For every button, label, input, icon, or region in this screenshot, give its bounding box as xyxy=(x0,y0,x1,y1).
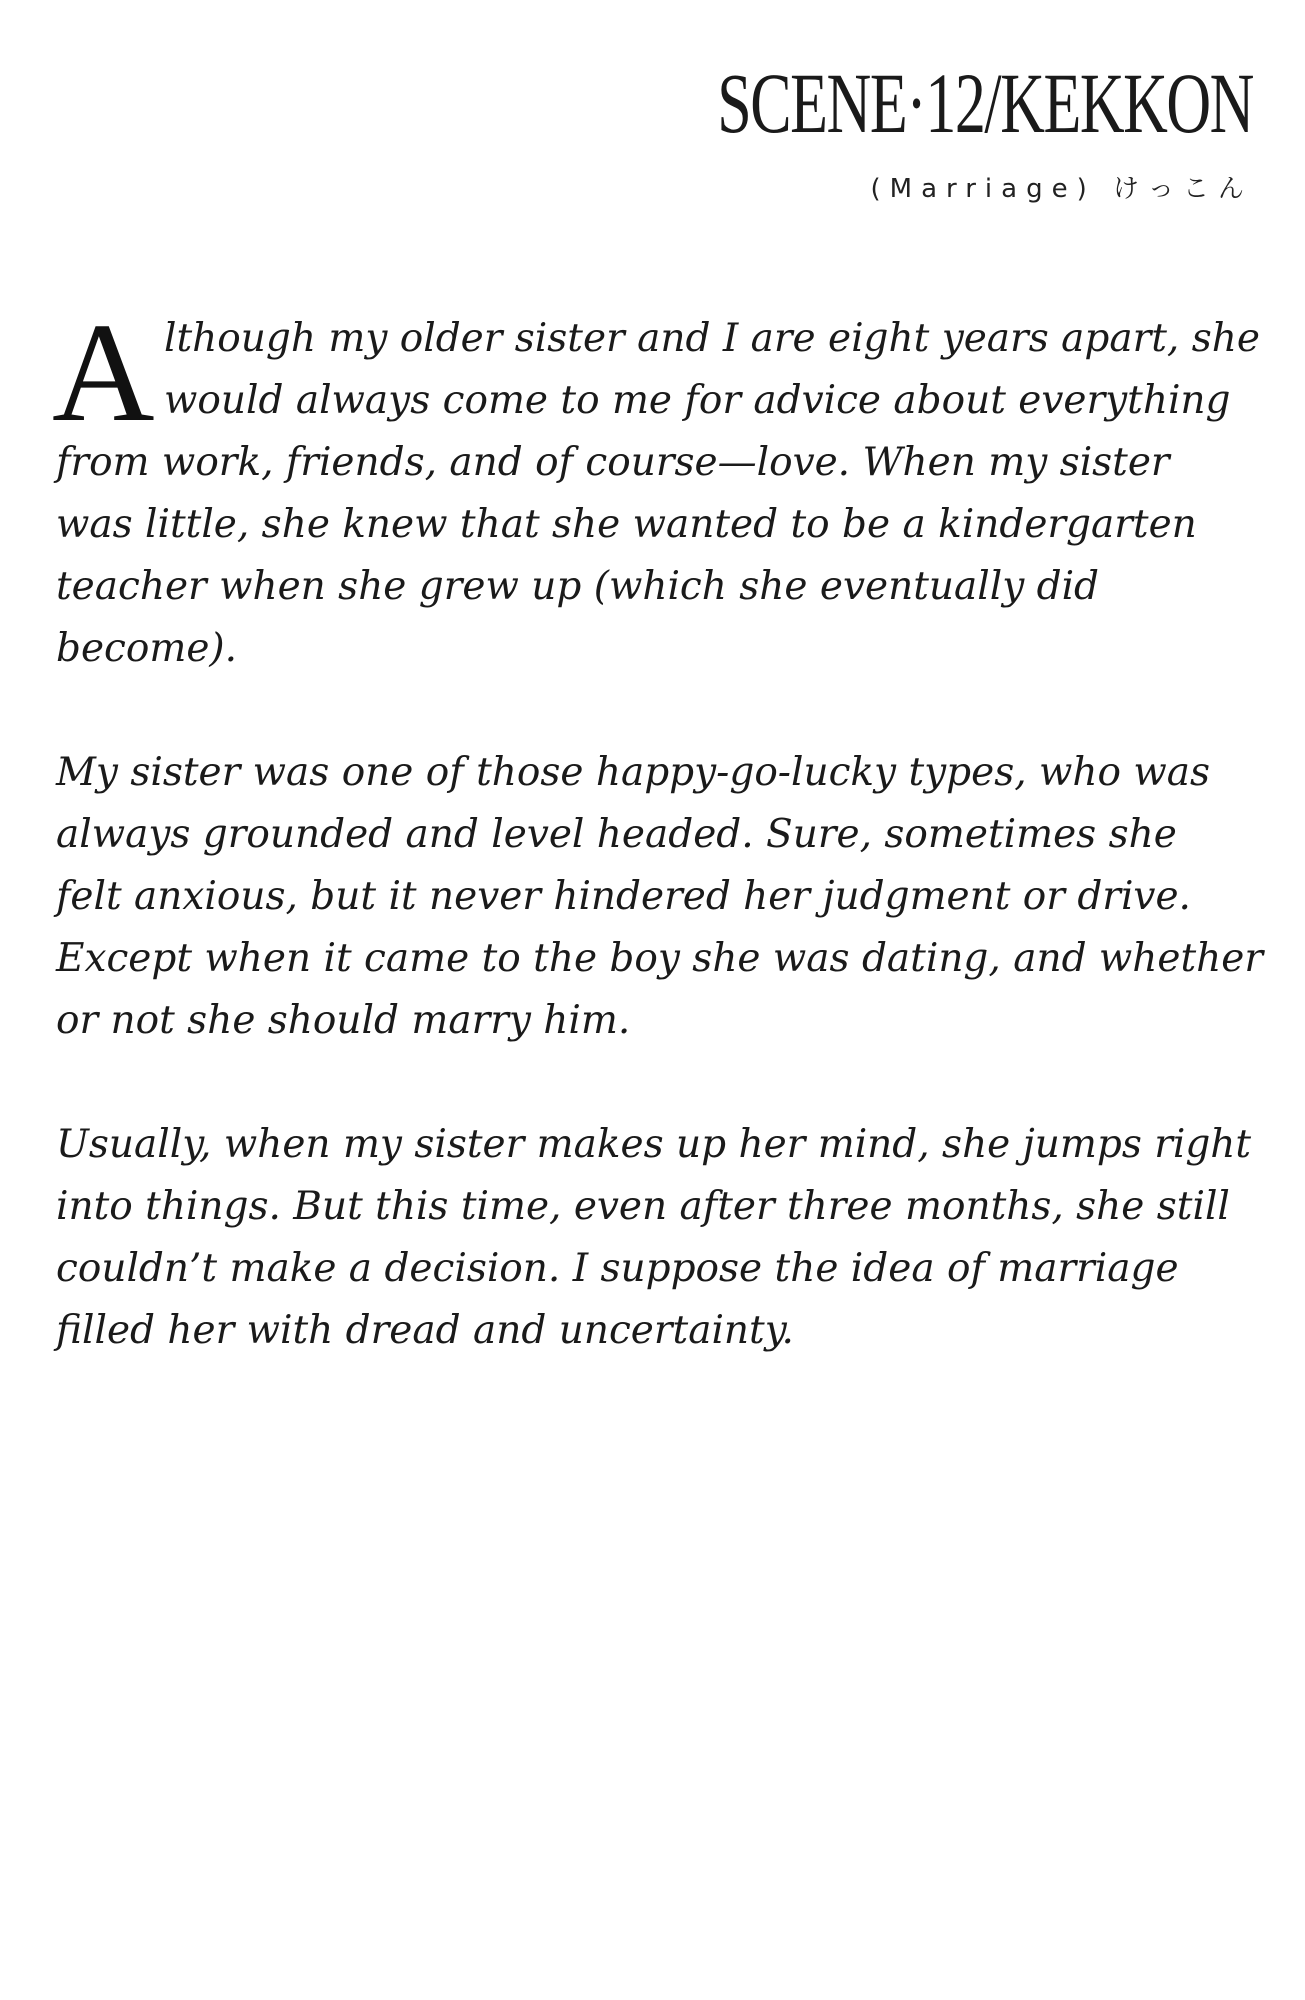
text-line: couldn’t make a decision. I suppose the idea of marriage xyxy=(56,1246,1179,1291)
paragraph-3 xyxy=(56,1114,1256,1362)
drop-cap-letter: A xyxy=(52,293,155,451)
scene-title: SCENE·12/KEKKON xyxy=(717,55,1253,151)
text-line: Except when it came to the boy she was dating, and whether xyxy=(56,936,1264,981)
text-line: become). xyxy=(56,626,238,671)
scene-header xyxy=(509,55,1253,205)
text-line: into things. But this time, even after three months, she still xyxy=(56,1184,1230,1229)
scene-subtitle: (Marriage) けっこん xyxy=(870,174,1253,204)
paragraph-1 xyxy=(52,293,1260,680)
text-line: lthough my older sister and I are eight years apart, she xyxy=(164,316,1260,361)
text-line: from work, friends, and of course—love. When my sister xyxy=(56,440,1170,485)
dropcap-block xyxy=(52,293,1260,451)
text-line: would always come to me for advice about everything xyxy=(164,378,1231,423)
text-line: or not she should marry him. xyxy=(56,998,631,1043)
text-line: felt anxious, but it never hindered her judgment or drive. xyxy=(56,874,1191,919)
text-line: was little, she knew that she wanted to be a kindergarten xyxy=(56,502,1197,547)
text-line: Usually, when my sister makes up her mind, she jumps right xyxy=(56,1122,1252,1167)
text-line: always grounded and level headed. Sure, sometimes she xyxy=(56,812,1177,857)
text-line: teacher when she grew up (which she eventually did xyxy=(56,564,1100,609)
text-line: My sister was one of those happy-go-lucky types, who was xyxy=(56,750,1211,795)
paragraph-2 xyxy=(56,742,1264,1052)
text-line: filled her with dread and uncertainty. xyxy=(56,1308,794,1353)
story-text xyxy=(52,293,1264,1424)
